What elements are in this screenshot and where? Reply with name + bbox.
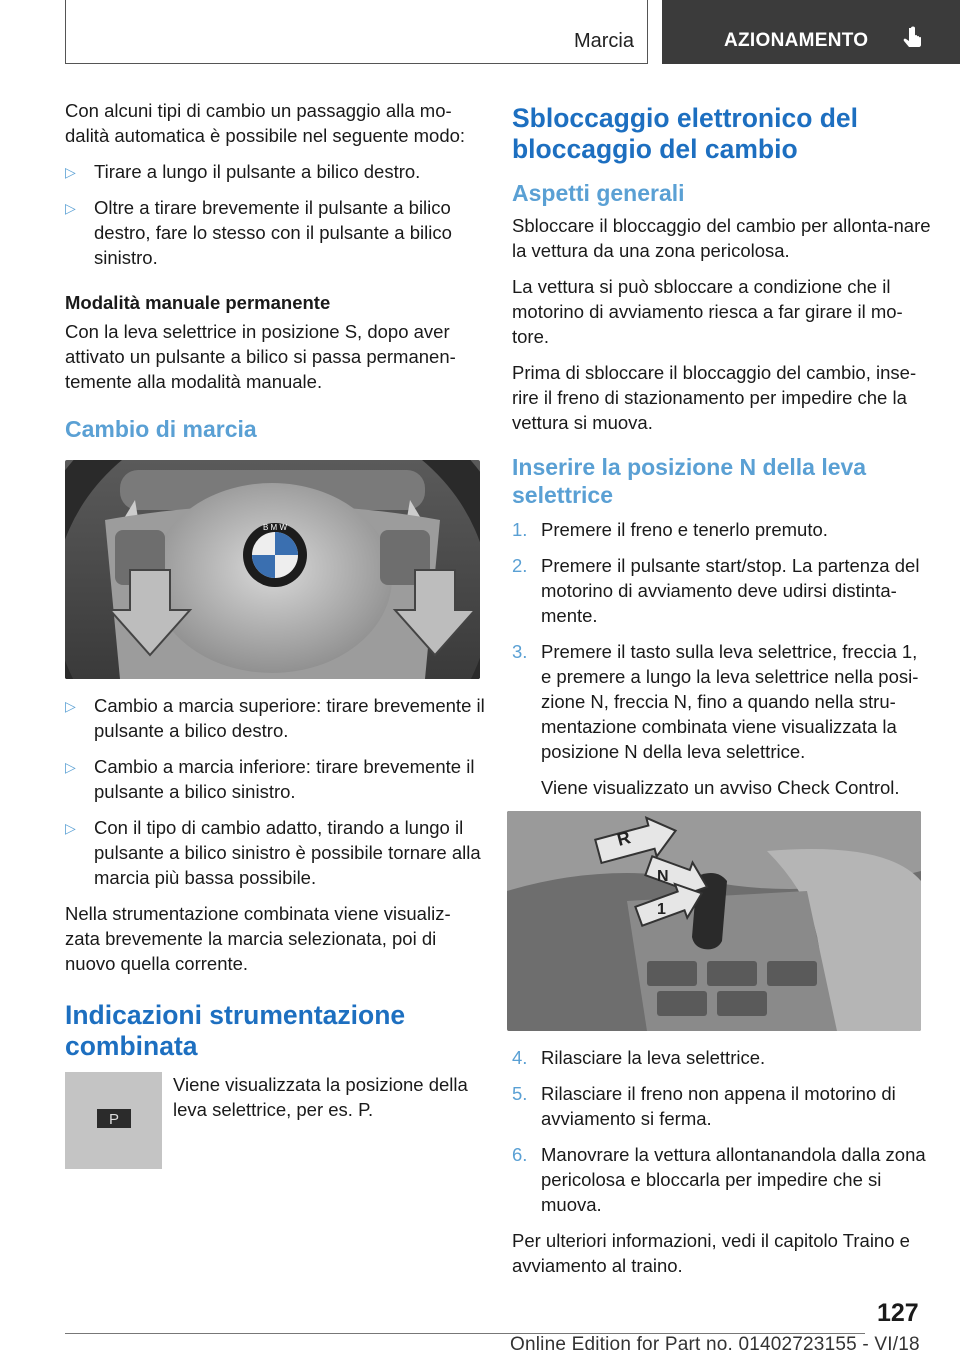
triangle-bullet-icon: ▷ (65, 164, 76, 180)
svg-text:N: N (657, 868, 669, 885)
hand-pointing-icon (900, 26, 926, 52)
list-item: ▷ Con il tipo di cambio adatto, tirando a lungo il pulsante a bilico sinistro è possibile tornare alla marcia più bassa possibile. (65, 817, 481, 888)
list-item: ▷ Cambio a marcia inferiore: tirare brevemente il pulsante a bilico sinistro. (65, 756, 475, 802)
triangle-bullet-icon: ▷ (65, 200, 76, 216)
section-heading: Sbloccaggio elettronico del bloccaggio del cambio (512, 103, 859, 164)
general-heading: Aspetti generali (512, 180, 685, 206)
general-paragraph: La vettura si può sbloccare a condizione che il motorino di avviamento riesca a far girare il mo-tore. (512, 276, 903, 347)
step-item: 1. Premere il freno e tenerlo premuto. (512, 519, 828, 540)
step-note: Viene visualizzato un avviso Check Control. (541, 777, 900, 798)
triangle-bullet-icon: ▷ (65, 698, 76, 714)
left-column (65, 98, 485, 1172)
neutral-heading: Inserire la posizione N della leva selettrice (512, 454, 867, 508)
display-paragraph: Viene visualizzata la posizione della leva selettrice, per es. P. (173, 1074, 468, 1120)
shift-paragraph: Nella strumentazione combinata viene visualiz-zata brevemente la marcia selezionata, poi di nuovo quella corrente. (65, 903, 451, 974)
svg-text:R: R (614, 827, 633, 850)
manual-mode-heading: Modalità manuale permanente (65, 292, 331, 313)
svg-text:1: 1 (657, 901, 666, 918)
triangle-bullet-icon: ▷ (65, 759, 76, 775)
right-column (512, 103, 932, 1289)
closing-paragraph: Per ulteriori informazioni, vedi il capitolo Traino e avviamento al traino. (512, 1230, 910, 1276)
intro-paragraph: Con alcuni tipi di cambio un passaggio alla mo-dalità automatica è possibile nel seguente modo: (65, 100, 466, 146)
manual-mode-paragraph: Con la leva selettrice in posizione S, dopo aver attivato un pulsante a bilico si passa permanen-temente alla modalità manuale. (65, 321, 456, 392)
step-item: 5. Rilasciare il freno non appena il motorino di avviamento si ferma. (512, 1083, 896, 1129)
chapter-tab[interactable] (662, 0, 960, 64)
display-heading: Indicazioni strumentazione combinata (65, 1000, 406, 1061)
footer-edition: Online Edition for Part no. 01402723155 - VI/18 (510, 1334, 920, 1355)
step-item: 4. Rilasciare la leva selettrice. (512, 1047, 766, 1068)
section-title: Marcia (573, 30, 634, 52)
list-item: ▷ Oltre a tirare brevemente il pulsante a bilico destro, fare lo stesso con il pulsante a bilico sinistro. (65, 197, 452, 268)
gear-selector-image (507, 811, 921, 1031)
svg-text:P: P (108, 1111, 120, 1128)
steering-wheel-image (65, 460, 480, 679)
step-item: 6. Manovrare la vettura allontanandola dalla zona pericolosa e bloccarla per impedire che si muova. (512, 1144, 926, 1215)
header-frame (65, 0, 648, 64)
display-indicator-block (65, 1072, 485, 1172)
chapter-title: AZIONAMENTO (724, 30, 869, 51)
general-paragraph: Sbloccare il bloccaggio del cambio per allonta-nare la vettura da una zona pericolosa. (512, 215, 931, 261)
step-item: 3. Premere il tasto sulla leva selettrice, freccia 1, e premere a lungo la leva selettrice nella posi-zione N, freccia N, fino a quando nella stru-mentazione combinata viene visualizzata la posizione N della leva selettrice. (512, 641, 919, 762)
page-number: 127 (877, 1299, 919, 1327)
list-item: ▷ Cambio a marcia superiore: tirare brevemente il pulsante a bilico destro. (65, 695, 485, 741)
gear-indicator-image (65, 1072, 162, 1169)
general-paragraph: Prima di sbloccare il bloccaggio del cambio, inse-rire il freno di stazionamento per impedire che la vettura si muova. (512, 362, 917, 433)
step-item: 2. Premere il pulsante start/stop. La partenza del motorino di avviamento deve udirsi distinta-mente. (512, 555, 920, 626)
shift-heading: Cambio di marcia (65, 416, 257, 442)
svg-text:B M W: B M W (263, 523, 287, 532)
list-item: ▷ Tirare a lungo il pulsante a bilico destro. (65, 159, 485, 184)
triangle-bullet-icon: ▷ (65, 820, 76, 836)
